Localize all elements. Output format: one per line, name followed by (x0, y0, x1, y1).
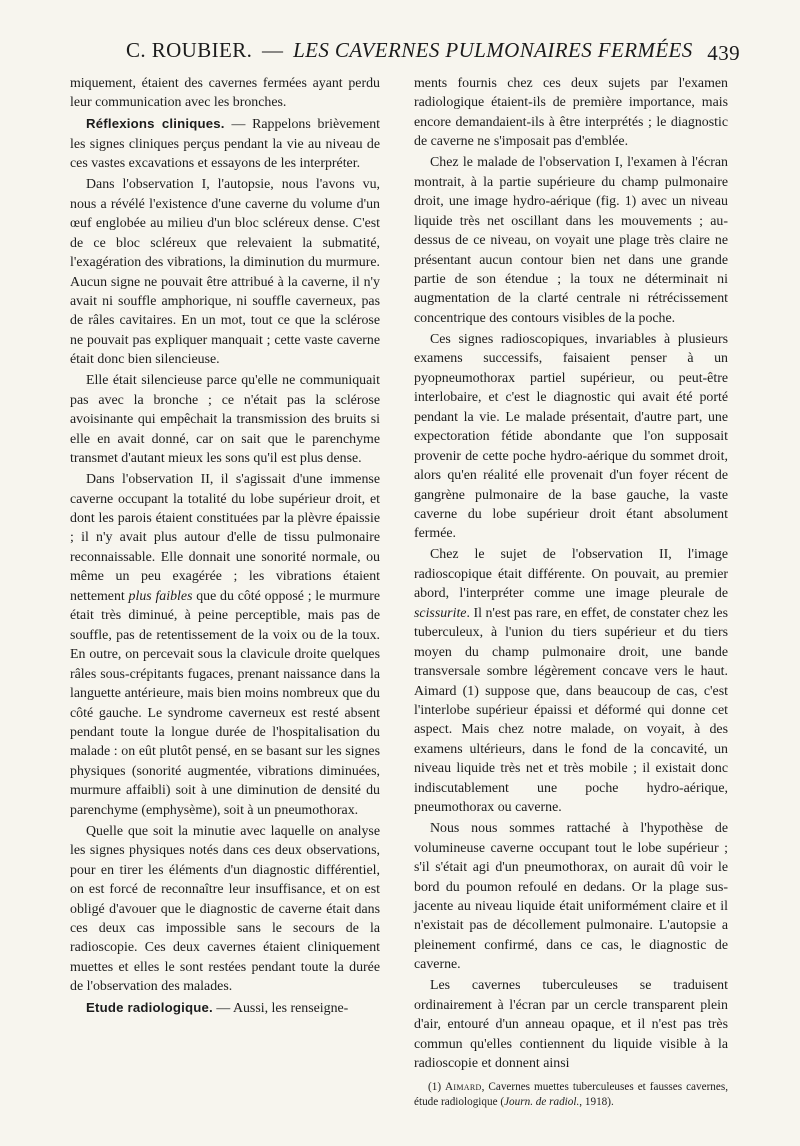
paragraph-text: que du côté opposé ; le murmure était très diminué, à peine perceptible, mais pas de souffle, pas de retentissement de la voix ou de la toux. En outre, on percevait sous la clavicule droite quelques râles sous-crépitants fugaces, prenant naissance dans la languette antérieure, mais bien moins nombreux que du côté gauche. Le syndrome caverneux est resté absent pendant toute la longue durée de l'hospitalisation du malade : on eût plutôt pensé, en se basant sur les signes physiques (sonorité augmentée, vibrations diminuées, murmure affaibli) soit à une diminution de densité du parenchyme (emphysème), soit à un pneumothorax. (70, 588, 380, 818)
footnote-text: , 1918). (579, 1095, 614, 1108)
emphasis: scissurite (414, 605, 467, 621)
paragraph: Nous nous sommes rattaché à l'hypothèse de volumineuse caverne occupant tout le lobe supérieur ; s'il s'était agi d'un pneumothorax, on aurait dû voir le bord du poumon refoulé en dedans. Or la plage sus-jacente au niveau liquide était uniformément claire et il n'existait pas de décollement pulmonaire. L'autopsie a pleinement confirmé, dans ce cas, le diagnostic de caverne. (414, 821, 728, 973)
running-header (126, 38, 740, 68)
paragraph: Elle était silencieuse parce qu'elle ne communiquait pas avec la bronche ; ce n'était pas la sclérose avoisinante qui empêchait la transmission des bruits si elle en avait donné, car on sait que le parenchyme transmet d'autant mieux les sons qu'il est plus dense. (70, 373, 380, 467)
paragraph: Les cavernes tuberculeuses se traduisent ordinairement à l'écran par un cercle transparent plein d'air, entouré d'un anneau opaque, et il n'est pas très commun qu'elles contiennent du liquide visible à la radioscopie et donnent ainsi (414, 978, 728, 1072)
paragraph-text: . Il n'est pas rare, en effet, de constater chez les tuberculeux, à l'union du tiers supérieur et du tiers moyen du champ pulmonaire droit, une bande transversale sombre légèrement concave vers le haut. Aimard (1) suppose que, dans beaucoup de cas, c'est l'interlobe supérieur épaissi et déformé qui donne cet aspect. Mais chez notre malade, on voyait, à des examens ultérieurs, dans le fond de la concavité, un niveau liquide très net et très mobile ; il existait donc indiscutablement une poche hydro-aérique, pneumothorax ou caverne. (414, 605, 728, 816)
footnote (414, 1080, 728, 1110)
header-author: C. ROUBIER. (126, 38, 253, 62)
footnote-journal: Journ. de radiol. (504, 1095, 580, 1108)
paragraph (70, 114, 380, 173)
header-separator: — (262, 38, 284, 62)
paragraph: Quelle que soit la minutie avec laquelle on analyse les signes physiques notés dans ces deux observations, pour en tirer les éléments d'un diagnostic différentiel, on est forcé de reconnaître leur insuffisance, et on est obligé d'avouer que le diagnostic de caverne était dans ces deux cas impossible sans le secours de la radioscopie. Ces deux cavernes étaient cliniquement muettes et elles le sont restées pendant toute la durée de l'observation des malades. (70, 823, 380, 995)
paragraph: Chez le malade de l'observation I, l'examen à l'écran montrait, à la partie supérieure du champ pulmonaire droit, une image hydro-aérique (fig. 1) avec un niveau liquide très net oscillant dans les mouvements ; au-dessus de ce niveau, on voyait une plage très claire ne présentant aucun contour bien net dans une grande partie de son étendue ; la toux ne déterminait ni augmentation de la clarté centrale ni rétrécissement concentrique des contours visibles de la poche. (414, 155, 728, 326)
left-column (70, 74, 380, 1019)
paragraph-text: — Aussi, les renseigne- (212, 1001, 349, 1017)
paragraph-text: — Rappelons brièvement les signes cliniques perçus pendant la vie au niveau de ces vastes excavations et essayons de les interpréter. (70, 117, 380, 172)
paragraph-text: Chez le sujet de l'observation II, l'image radioscopique était différente. On pouvait, au premier abord, l'interpréter comme une image pleurale de (414, 547, 728, 602)
footnote-marker: (1) (428, 1080, 442, 1093)
section-heading: Etude radiologique. (86, 1000, 213, 1016)
page-number: 439 (707, 41, 740, 65)
paragraph-text: Dans l'observation II, il s'agissait d'une immense caverne occupant la totalité du lobe supérieur droit, et dont les parois étaient constituées par la plèvre épaissie ; il n'y avait plus autour d'elle de tissu pulmonaire reconnaissable. Elle donnait une sonorité normale, ou même un peu exagérée ; les vibrations étaient nettement (70, 472, 380, 604)
paragraph: ments fournis chez ces deux sujets par l'examen radiologique étaient-ils de première importance, mais encore demandaient-ils à être interprétés ; le diagnostic de caverne ne s'imposait pas d'emblée. (414, 76, 728, 150)
paragraph: Ces signes radioscopiques, invariables à plusieurs examens successifs, faisaient penser à un pyopneumothorax partiel supérieur, ou peut-être interlobaire, et c'est le diagnostic qui avait été porté pendant la vie. Le malade présentait, d'autre part, une expectoration fétide abondante que l'on supposait provenir de cette poche hydro-aérique du sommet droit, alors qu'en réalité elle provenait d'un foyer récent de gangrène pulmonaire de la base gauche, la vaste caverne du lobe supérieur droit étant absolument fermée. (414, 331, 728, 542)
paragraph: Dans l'observation I, l'autopsie, nous l'avons vu, nous a révélé l'existence d'une caverne du volume d'un œuf englobée au milieu d'un bloc scléreux dense. C'est de ce bloc scléreux que relevaient la submatité, l'exagération des vibrations, la diminution du murmure. Aucun signe ne pouvait être attribué à la caverne, il n'y avait ni souffle amphorique, ni souffle caverneux, pas de râles cavitaires. En un mot, tout ce que la sclérose ne pouvait pas expliquer manquait ; cette vaste caverne était donc bien silencieuse. (70, 177, 380, 368)
footnote-author: Aimard (445, 1080, 482, 1093)
footnote-text: , Cavernes muettes tuberculeuses et fausses cavernes, étude radiologique ( (414, 1080, 728, 1108)
section-heading: Réflexions cliniques. (86, 116, 225, 132)
paragraph (70, 998, 380, 1018)
paragraph (70, 470, 380, 820)
paragraph (414, 545, 728, 817)
right-column (414, 74, 728, 1110)
header-title: LES CAVERNES PULMONAIRES FERMÉES (293, 38, 693, 62)
paragraph: miquement, étaient des cavernes fermées ayant perdu leur communication avec les bronches. (70, 76, 380, 111)
emphasis: plus faibles (128, 588, 193, 604)
